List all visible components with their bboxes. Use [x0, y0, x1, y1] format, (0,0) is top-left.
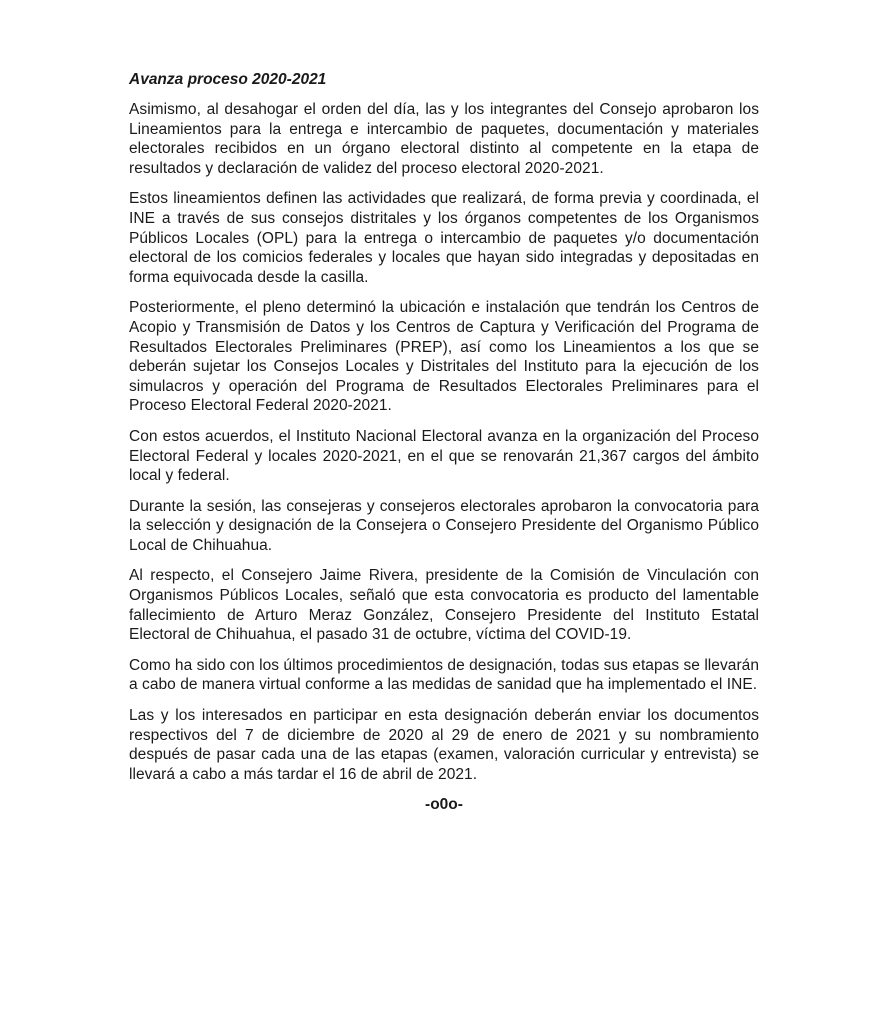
paragraph-3: Posteriormente, el pleno determinó la ubicación e instalación que tendrán los Centros de Acopio y Transmisión de Datos y los Centros de Captura y Verificación del Programa de Resultados Electorales Preliminares (PREP), así como los Lineamientos a los que se deberán sujetar los Consejos Locales y Distritales del Instituto para la ejecución de los simulacros y operación del Programa de Resultados Electorales Preliminares para el Proceso Electoral Federal 2020-2021.: [129, 299, 759, 415]
document-body: [129, 70, 759, 815]
paragraph-5: Durante la sesión, las consejeras y consejeros electorales aprobaron la convocatoria para la selección y designación de la Consejera o Consejero Presidente del Organismo Público Local de Chihuahua.: [129, 497, 759, 554]
paragraph-1: Asimismo, al desahogar el orden del día, las y los integrantes del Consejo aprobaron los Lineamientos para la entrega e intercambio de paquetes, documentación y materiales electorales recibidos en un órgano electoral distinto al competente en la etapa de resultados y declaración de validez del proceso electoral 2020-2021.: [129, 101, 759, 177]
paragraph-2: Estos lineamientos definen las actividades que realizará, de forma previa y coordinada, el INE a través de sus consejos distritales y los órganos competentes de los Organismos Públicos Locales (OPL) para la entrega o intercambio de paquetes y/o documentación electoral de los comicios federales y locales que hayan sido integradas y depositadas en forma equivocada desde la casilla.: [129, 190, 759, 286]
paragraph-4: Con estos acuerdos, el Instituto Nacional Electoral avanza en la organización del Proceso Electoral Federal y locales 2020-2021, en el que se renovarán 21,367 cargos del ámbito local y federal.: [129, 427, 759, 485]
paragraph-7: Como ha sido con los últimos procedimientos de designación, todas sus etapas se llevarán a cabo de manera virtual conforme a las medidas de sanidad que ha implementado el INE.: [129, 656, 759, 694]
paragraph-6: Al respecto, el Consejero Jaime Rivera, presidente de la Comisión de Vinculación con Organismos Públicos Locales, señaló que esta convocatoria es producto del lamentable fallecimiento de Arturo Meraz González, Consejero Presidente del Instituto Estatal Electoral de Chihuahua, el pasado 31 de octubre, víctima del COVID-19.: [129, 567, 759, 644]
section-heading: Avanza proceso 2020-2021: [129, 71, 327, 88]
paragraph-8: Las y los interesados en participar en esta designación deberán enviar los documentos respectivos del 7 de diciembre de 2020 al 29 de enero de 2021 y su nombramiento después de pasar cada una de las etapas (examen, valoración curricular y entrevista) se llevará a cabo a más tardar el 16 de abril de 2021.: [129, 707, 759, 783]
closing-mark: -o0o-: [425, 796, 463, 814]
